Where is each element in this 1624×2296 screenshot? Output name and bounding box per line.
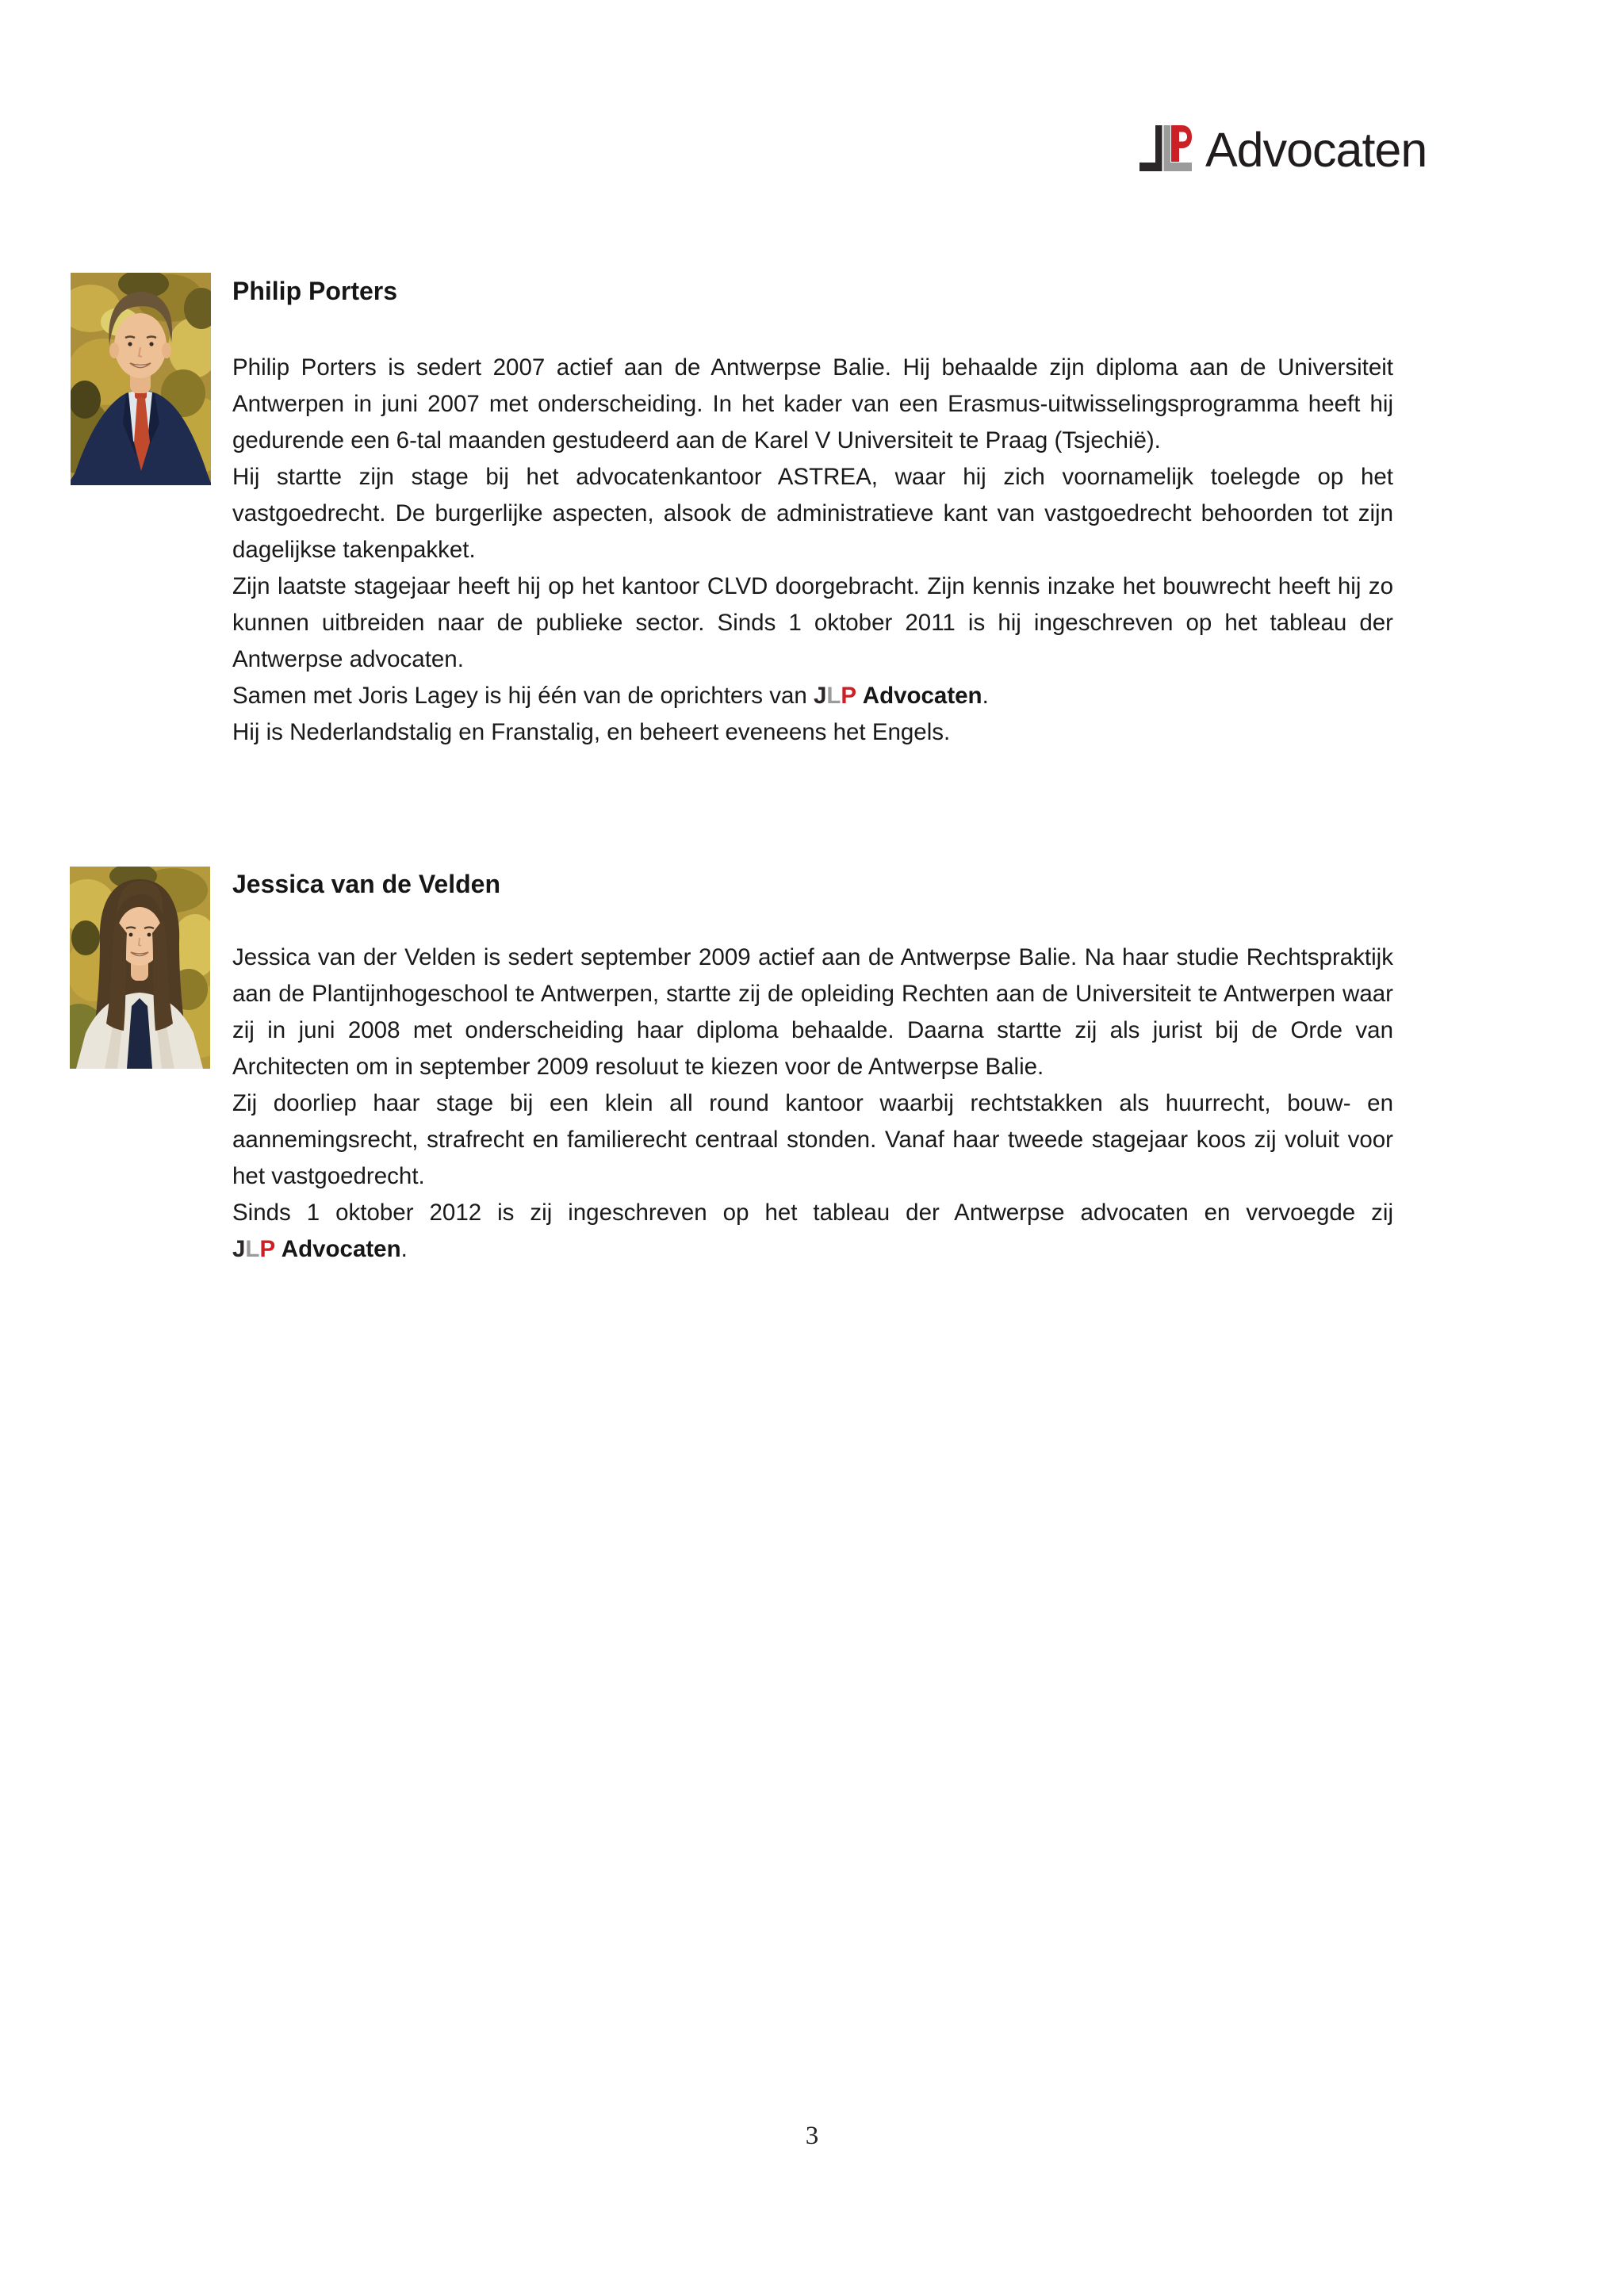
philip-bio	[232, 350, 1393, 751]
jlp-logo	[1139, 123, 1427, 177]
jessica-portrait-image	[70, 867, 210, 1069]
brand-name: Advocaten	[862, 683, 982, 709]
logo-wordmark: Advocaten	[1205, 123, 1427, 177]
brand-l: L	[826, 683, 841, 709]
philip-paragraph-5: Hij is Nederlandstalig en Franstalig, en beheert eveneens het Engels.	[232, 719, 951, 745]
page-number: 3	[805, 2122, 819, 2150]
brand-name: Advocaten	[281, 1236, 401, 1262]
profile-name-philip: Philip Porters	[232, 277, 398, 305]
brand-j: J	[813, 683, 827, 709]
jessica-paragraph-1: Jessica van der Velden is sedert september 2009 actief aan de Antwerpse Balie. Na haar studie Rechtspraktijk aan de Plantijnhogeschool te Antwerpen, startte zij de opleiding Rechten aan de Universiteit te Antwerpen waar zij in juni 2008 met onderscheiding haar diploma behaalde. Daarna startte zij als jurist bij de Orde van Architecten om in september 2009 resoluut te kiezen voor de Antwerpse Balie.	[232, 944, 1393, 1080]
brand-j: J	[232, 1236, 246, 1262]
jessica-bio	[232, 939, 1393, 1268]
philip-paragraph-1: Philip Porters is sedert 2007 actief aan de Antwerpse Balie. Hij behaalde zijn diploma aan de Universiteit Antwerpen in juni 2007 met onderscheiding. In het kader van een Erasmus-uitwisselingsprogramma heeft hij gedurende een 6-tal maanden gestudeerd aan de Karel V Universiteit te Praag (Tsjechië).	[232, 354, 1393, 453]
jessica-paragraph-3: Sinds 1 oktober 2012 is zij ingeschreven op het tableau der Antwerpse advocaten en vervoegde zij JLP Advocaten.	[232, 1200, 1393, 1262]
philip-paragraph-4: Samen met Joris Lagey is hij één van de oprichters van JLP Advocaten.	[232, 683, 989, 709]
brand-p: P	[259, 1236, 276, 1262]
philip-portrait-image	[71, 273, 211, 485]
brand-l: L	[245, 1236, 260, 1262]
jessica-photo	[70, 867, 210, 1069]
philip-paragraph-2: Hij startte zijn stage bij het advocatenkantoor ASTREA, waar hij zich voornamelijk toelegde op het vastgoedrecht. De burgerlijke aspecten, alsook de administratieve kant van vastgoedrecht behoorden tot zijn dagelijkse takenpakket.	[232, 464, 1393, 563]
philip-paragraph-3: Zijn laatste stagejaar heeft hij op het kantoor CLVD doorgebracht. Zijn kennis inzake het bouwrecht heeft hij zo kunnen uitbreiden naar de publieke sector. Sinds 1 oktober 2011 is hij ingeschreven op het tableau der Antwerpse advocaten.	[232, 573, 1393, 672]
profile-name-jessica: Jessica van de Velden	[232, 870, 500, 898]
brand-p: P	[841, 683, 857, 709]
jlp-monogram-icon	[1139, 125, 1192, 171]
philip-photo	[71, 273, 211, 485]
jessica-paragraph-2: Zij doorliep haar stage bij een klein all round kantoor waarbij rechtstakken als huurrecht, bouw- en aannemingsrecht, strafrecht en familierecht centraal stonden. Vanaf haar tweede stagejaar koos zij voluit voor het vastgoedrecht.	[232, 1090, 1393, 1189]
